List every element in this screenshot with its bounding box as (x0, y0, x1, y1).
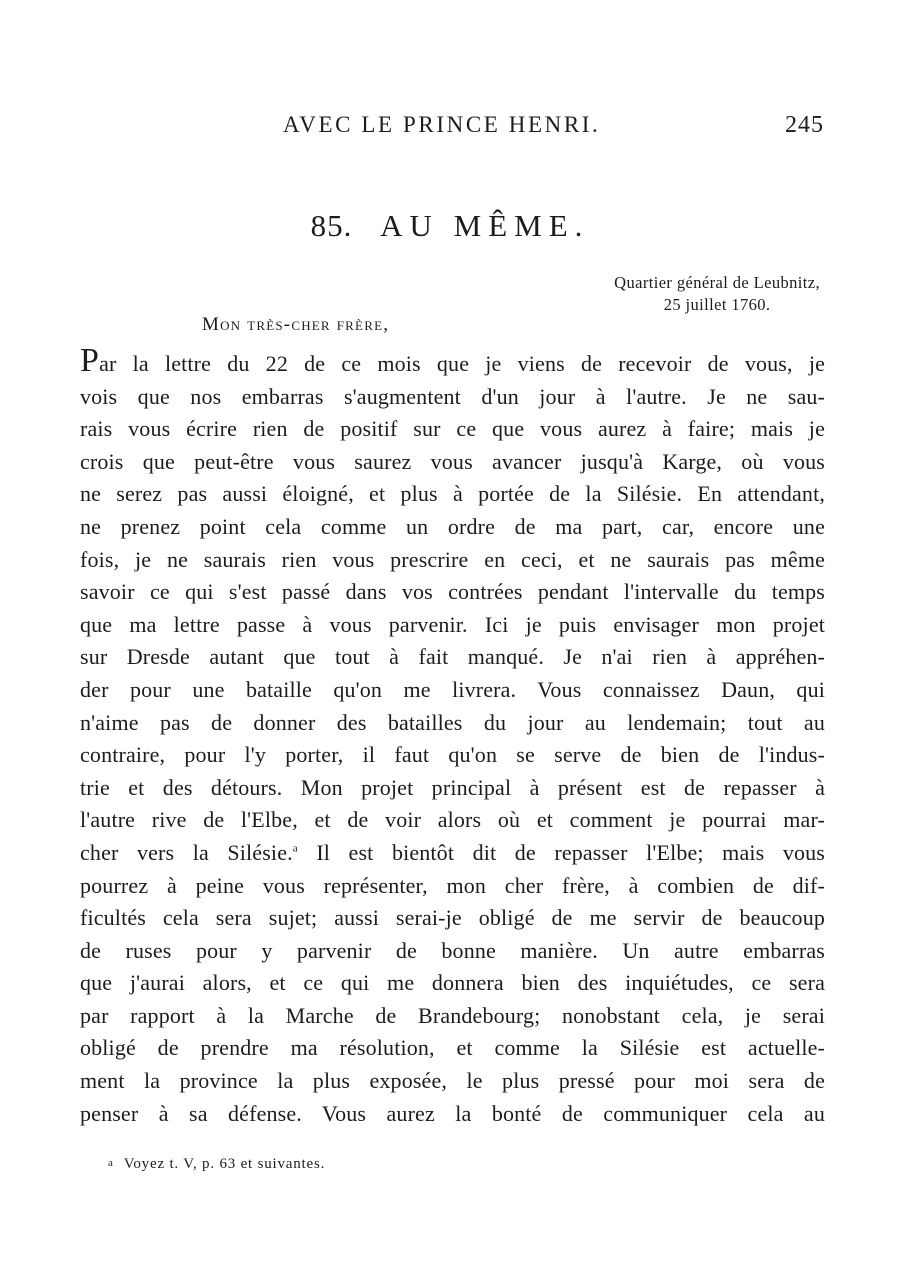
footnote-reference: a (292, 842, 298, 855)
letter-number: 85. (310, 208, 353, 243)
body-line: de ruses pour y parvenir de bonne manière. Un autre embarras (80, 937, 825, 963)
body-line: que ma lettre passe à vous parvenir. Ici je puis envisager mon projet (80, 611, 825, 637)
body-line-text: ar la lettre du 22 de ce mois que je viens de recevoir de vous, je (99, 351, 825, 376)
body-line: obligé de prendre ma résolution, et comme la Silésie est actuelle- (80, 1035, 825, 1061)
body-line: fois, je ne saurais rien vous prescrire en ceci, et ne saurais pas même (80, 546, 825, 572)
footnote (108, 1156, 325, 1173)
page-number: 245 (785, 112, 824, 138)
footnote-text: Voyez t. V, p. 63 et suivantes. (123, 1156, 326, 1172)
body-line: rais vous écrire rien de positif sur ce que vous aurez à faire; mais je (80, 416, 825, 442)
body-line: trie et des détours. Mon projet principal à présent est de repasser à (80, 774, 825, 800)
letter-heading (0, 208, 900, 244)
letter-date: 25 juillet 1760. (663, 295, 771, 314)
letter-place: Quartier général de Leubnitz, (614, 273, 820, 292)
body-line: ne serez pas aussi éloigné, et plus à portée de la Silésie. En attendant, (80, 481, 825, 507)
body-line: savoir ce qui s'est passé dans vos contrées pendant l'intervalle du temps (80, 579, 825, 605)
body-line: penser à sa défense. Vous aurez la bonté de communiquer cela au (80, 1100, 825, 1126)
body-line: crois que peut-être vous saurez vous avancer jusqu'à Karge, où vous (80, 448, 825, 474)
body-line: ne prenez point cela comme un ordre de ma part, car, encore une (80, 513, 825, 539)
letter-title: AU MÊME. (380, 208, 590, 243)
body-line-text: Il est bientôt dit de repasser l'Elbe; mais vous (297, 839, 825, 865)
body-line-text: cher vers la Silésie. (80, 839, 293, 865)
letter-body (80, 348, 825, 1130)
body-line: l'autre rive de l'Elbe, et de voir alors où et comment je pourrai mar- (80, 807, 825, 833)
body-line: sur Dresde autant que tout à fait manqué. Je n'ai rien à appréhen- (80, 644, 825, 670)
drop-initial: P (80, 348, 100, 379)
salutation: Mon très-cher frère, (202, 314, 390, 335)
body-line: ficultés cela sera sujet; aussi serai-je obligé de me servir de beaucoup (80, 905, 825, 931)
body-line: pourrez à peine vous représenter, mon cher frère, à combien de dif- (80, 872, 825, 898)
dateline (614, 272, 820, 316)
footnote-marker: a (108, 1157, 114, 1169)
body-line: que j'aurai alors, et ce qui me donnera bien des inquiétudes, ce sera (80, 970, 825, 996)
running-title: AVEC LE PRINCE HENRI. (283, 112, 601, 137)
running-head (0, 112, 900, 142)
body-line: par rapport à la Marche de Brandebourg; nonobstant cela, je serai (80, 1002, 825, 1028)
body-line: contraire, pour l'y porter, il faut qu'on se serve de bien de l'indus- (80, 742, 825, 768)
body-line: der pour une bataille qu'on me livrera. Vous connaissez Daun, qui (80, 676, 825, 702)
body-line (80, 837, 825, 870)
body-line: ment la province la plus exposée, le plus pressé pour moi sera de (80, 1068, 825, 1094)
body-line: n'aime pas de donner des batailles du jour au lendemain; tout au (80, 709, 825, 735)
body-line (80, 348, 825, 381)
body-line: vois que nos embarras s'augmentent d'un jour à l'autre. Je ne sau- (80, 383, 825, 409)
